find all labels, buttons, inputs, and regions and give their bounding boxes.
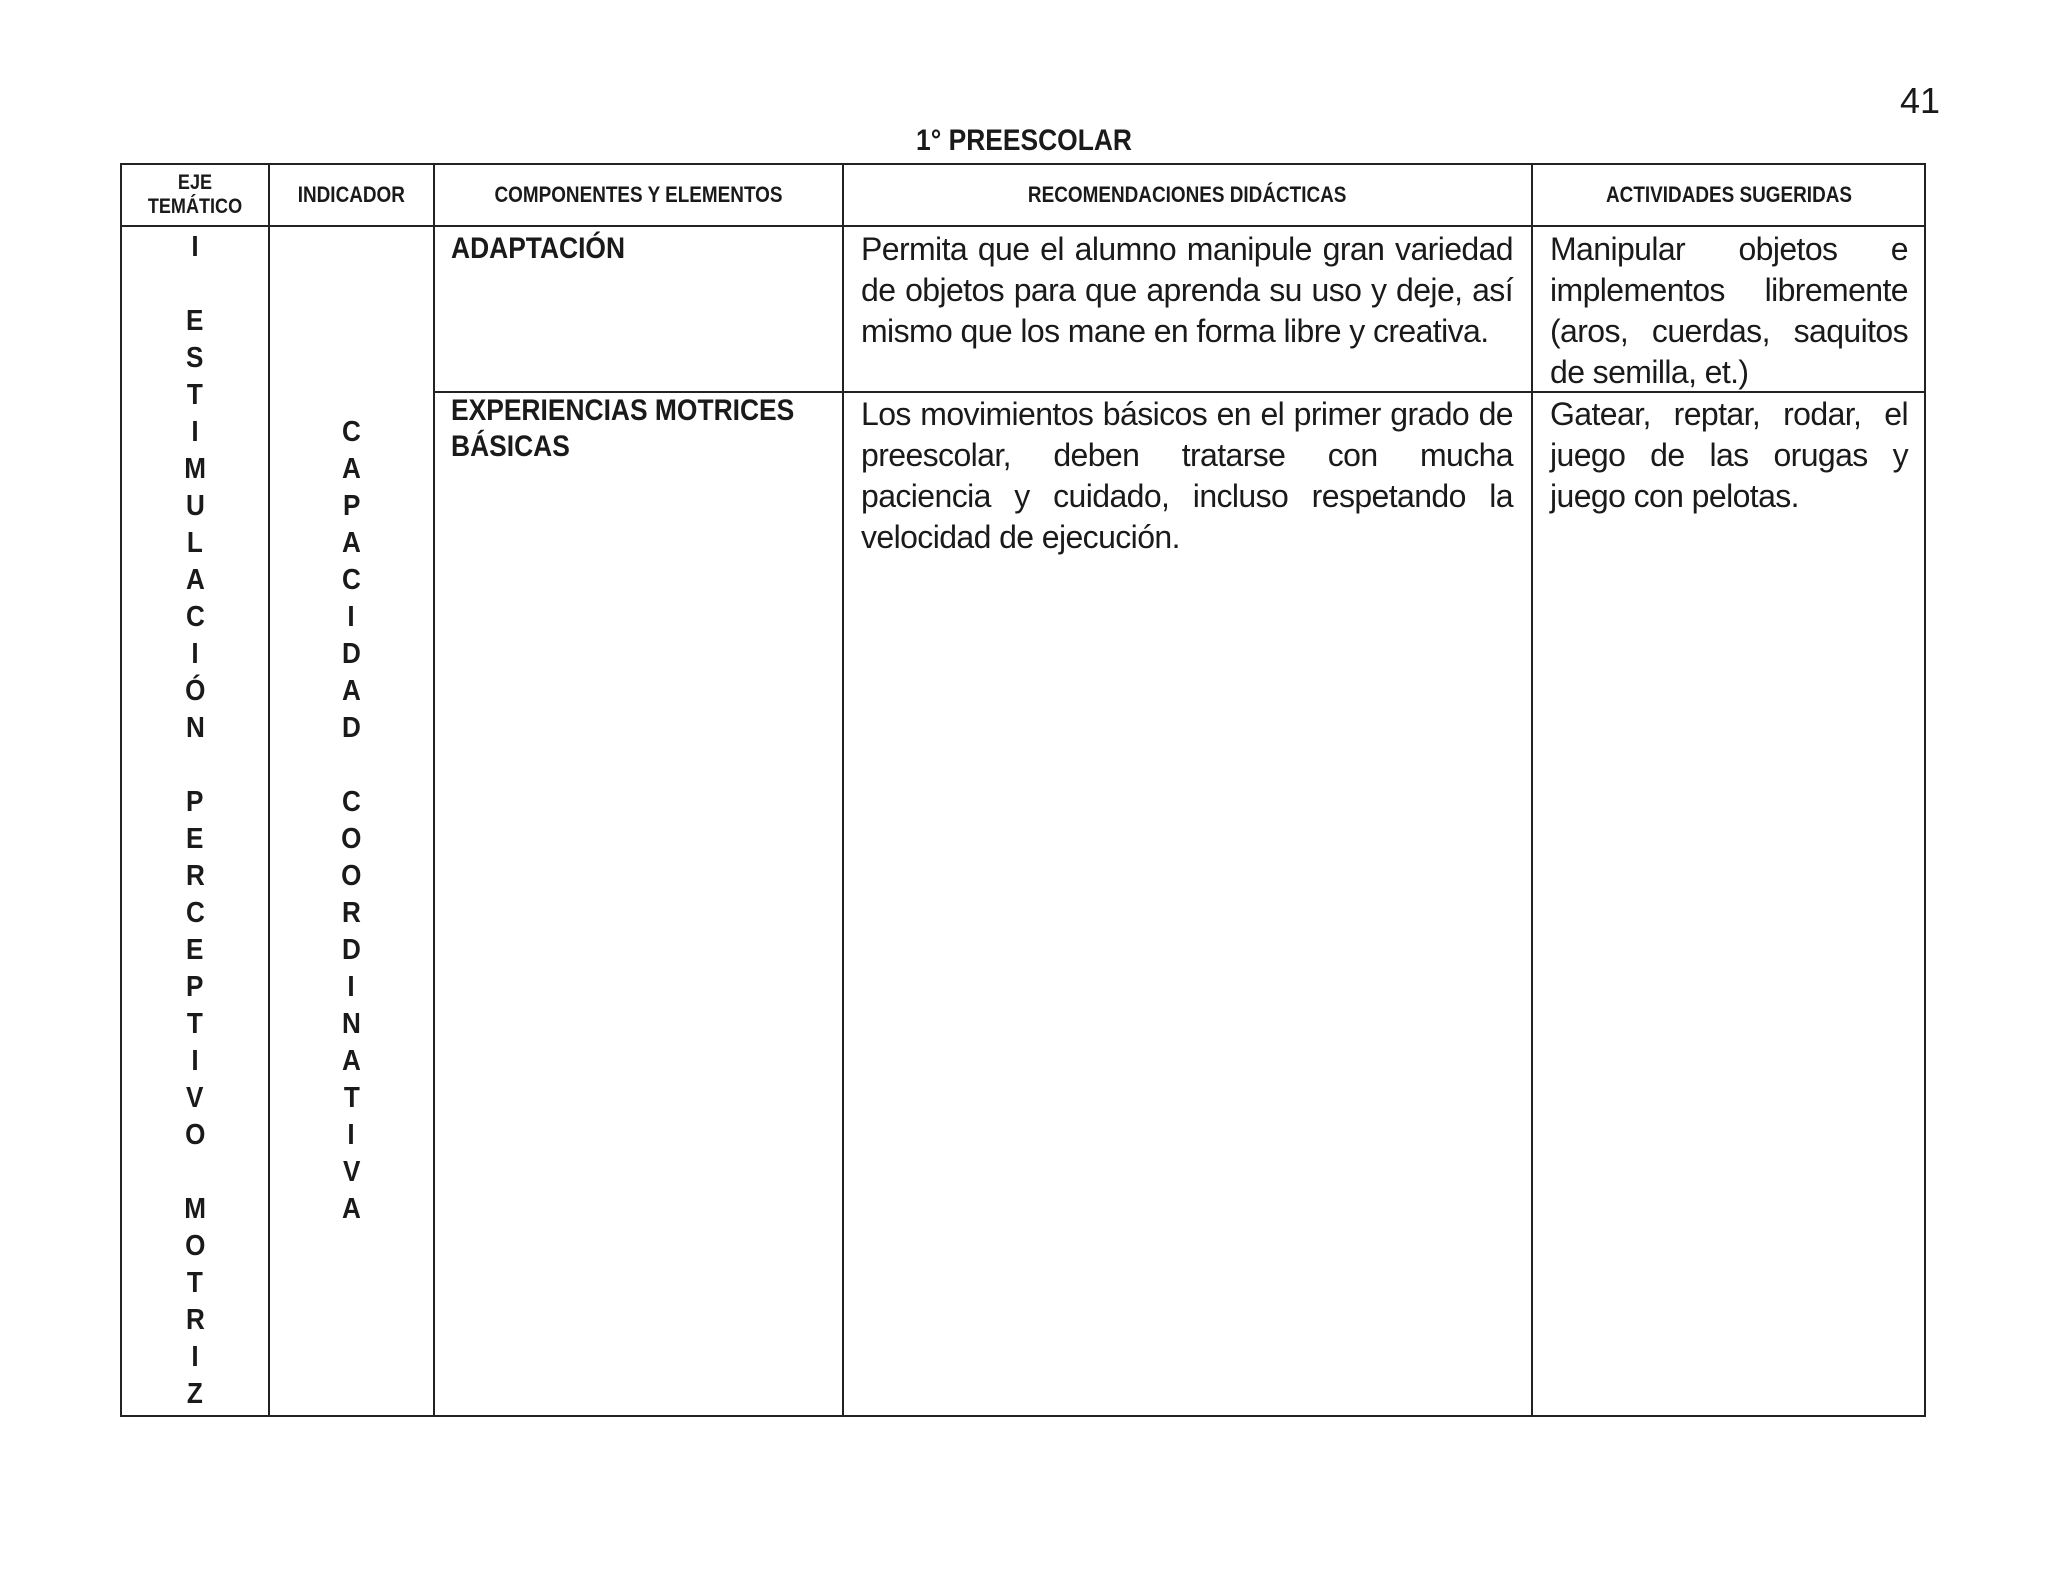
component-adaptacion [451, 231, 831, 267]
recommendation-experiencias: Los movimientos básicos en el primer grado de preescolar, deben tratarse con mucha paciencia y cuidado, incluso respetando la velocidad de ejecución. [861, 396, 1513, 555]
component-experiencias-text: EXPERIENCIAS MOTRICES BÁSICAS [451, 394, 795, 463]
vertical-letter: I [191, 1341, 199, 1373]
header-eje-tematico [122, 165, 268, 225]
vertical-letter: O [184, 1230, 206, 1262]
vertical-letter: P [186, 971, 204, 1003]
vertical-letter: P [186, 786, 204, 818]
vertical-letter: O [341, 860, 362, 892]
indicador-vertical-text [270, 414, 433, 1228]
vertical-letter: E [186, 305, 204, 337]
vertical-letter: E [186, 934, 204, 966]
vertical-letter: L [187, 527, 203, 559]
vertical-letter: I [347, 601, 356, 633]
curriculum-table [120, 163, 1926, 1417]
vertical-letter: P [342, 490, 361, 522]
vertical-letter: Ó [184, 675, 206, 707]
vertical-letter: I [191, 638, 199, 670]
vertical-letter: Z [187, 1378, 203, 1410]
vertical-letter: T [187, 379, 203, 411]
activity-adaptacion: Manipular objetos e implementos libremente (aros, cuerdas, saquitos de semilla, et.) [1550, 231, 1908, 390]
vertical-letter: E [186, 823, 204, 855]
vertical-letter: O [341, 823, 362, 855]
vertical-letter: T [343, 1082, 360, 1114]
header-recomendaciones-text: RECOMENDACIONES DIDÁCTICAS [1028, 182, 1347, 207]
vertical-letter: N [342, 1008, 361, 1040]
column-divider [1531, 165, 1533, 1415]
header-eje-tematico-text: EJE TEMÁTICO [147, 171, 243, 218]
vertical-letter: U [185, 490, 205, 522]
vertical-letter: N [185, 712, 205, 744]
vertical-letter: A [342, 453, 361, 485]
document-title-text: 1° PREESCOLAR [916, 124, 1132, 157]
eje-tematico-vertical-text [122, 229, 268, 1413]
vertical-letter: M [184, 453, 206, 485]
vertical-letter: T [187, 1267, 203, 1299]
vertical-letter: A [342, 1193, 361, 1225]
component-adaptacion-text: ADAPTACIÓN [451, 232, 626, 265]
activity-experiencias: Gatear, reptar, rodar, el juego de las orugas y juego con pelotas. [1550, 396, 1908, 514]
vertical-letter: D [342, 934, 361, 966]
page-number: 41 [1899, 80, 1940, 121]
vertical-letter: I [191, 416, 199, 448]
vertical-letter: I [191, 1045, 199, 1077]
column-divider [842, 165, 844, 1415]
header-actividades-text: ACTIVIDADES SUGERIDAS [1606, 182, 1853, 207]
header-componentes-text: COMPONENTES Y ELEMENTOS [494, 182, 783, 207]
header-componentes [435, 165, 842, 225]
component-experiencias [451, 393, 831, 465]
header-indicador [270, 165, 433, 225]
vertical-letter: D [342, 712, 361, 744]
vertical-letter: M [184, 1193, 206, 1225]
header-actividades [1533, 165, 1926, 225]
vertical-letter: V [342, 1156, 361, 1188]
vertical-letter: C [185, 897, 205, 929]
document-title [123, 124, 1925, 158]
vertical-letter: T [187, 1008, 203, 1040]
vertical-letter: A [342, 527, 361, 559]
recommendation-adaptacion: Permita que el alumno manipule gran variedad de objetos para que aprenda su uso y deje, así mismo que los mane en forma libre y creativa. [861, 231, 1513, 349]
header-divider [122, 225, 1924, 227]
vertical-letter: R [185, 1304, 205, 1336]
vertical-letter: C [185, 601, 205, 633]
vertical-letter: C [342, 416, 361, 448]
vertical-letter: I [347, 971, 356, 1003]
header-recomendaciones [844, 165, 1531, 225]
vertical-letter: O [184, 1119, 206, 1151]
vertical-letter: C [342, 564, 361, 596]
vertical-letter: I [347, 1119, 356, 1151]
vertical-letter: A [185, 564, 205, 596]
vertical-letter: A [342, 675, 361, 707]
vertical-letter: R [185, 860, 205, 892]
vertical-letter: D [342, 638, 361, 670]
vertical-letter: A [342, 1045, 361, 1077]
header-indicador-text: INDICADOR [297, 182, 406, 207]
column-divider [433, 165, 435, 1415]
vertical-letter: V [186, 1082, 204, 1114]
vertical-letter: S [186, 342, 204, 374]
vertical-letter: C [342, 786, 361, 818]
vertical-letter: I [191, 231, 199, 263]
vertical-letter: R [342, 897, 361, 929]
